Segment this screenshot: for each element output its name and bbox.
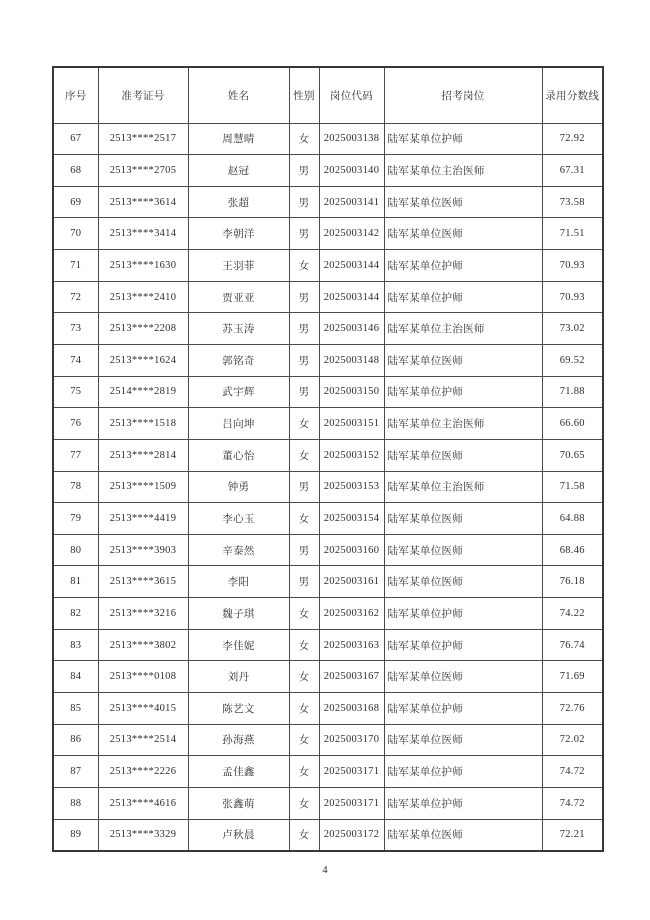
- cell-score-line: 74.72: [542, 787, 603, 819]
- cell-exam-id: 2513****4616: [98, 787, 188, 819]
- cell-position-code: 2025003142: [319, 218, 384, 250]
- cell-name: 钟勇: [188, 471, 289, 503]
- cell-position-code: 2025003151: [319, 408, 384, 440]
- header-cell-position: 招考岗位: [384, 67, 542, 123]
- cell-exam-id: 2513****3903: [98, 534, 188, 566]
- cell-exam-id: 2513****4015: [98, 693, 188, 725]
- cell-gender: 男: [289, 281, 319, 313]
- cell-exam-id: 2513****2814: [98, 439, 188, 471]
- cell-name: 李心玉: [188, 503, 289, 535]
- cell-position-code: 2025003138: [319, 123, 384, 155]
- cell-position-code: 2025003150: [319, 376, 384, 408]
- cell-index: 76: [53, 408, 98, 440]
- cell-exam-id: 2513****2705: [98, 155, 188, 187]
- cell-position: 陆军某单位护师: [384, 598, 542, 630]
- cell-position-code: 2025003171: [319, 787, 384, 819]
- cell-index: 78: [53, 471, 98, 503]
- cell-score-line: 73.02: [542, 313, 603, 345]
- cell-position: 陆军某单位护师: [384, 281, 542, 313]
- cell-score-line: 70.93: [542, 250, 603, 282]
- cell-exam-id: 2513****2410: [98, 281, 188, 313]
- cell-gender: 男: [289, 155, 319, 187]
- table-body: [53, 123, 603, 851]
- cell-score-line: 64.88: [542, 503, 603, 535]
- cell-name: 孙海燕: [188, 724, 289, 756]
- cell-index: 75: [53, 376, 98, 408]
- cell-index: 82: [53, 598, 98, 630]
- cell-position: 陆军某单位医师: [384, 819, 542, 851]
- cell-name: 刘丹: [188, 661, 289, 693]
- cell-gender: 男: [289, 471, 319, 503]
- cell-position: 陆军某单位主治医师: [384, 408, 542, 440]
- cell-gender: 女: [289, 724, 319, 756]
- cell-exam-id: 2513****2514: [98, 724, 188, 756]
- cell-gender: 女: [289, 503, 319, 535]
- cell-position: 陆军某单位护师: [384, 787, 542, 819]
- cell-index: 70: [53, 218, 98, 250]
- cell-position: 陆军某单位医师: [384, 534, 542, 566]
- cell-exam-id: 2514****2819: [98, 376, 188, 408]
- cell-position: 陆军某单位医师: [384, 218, 542, 250]
- cell-score-line: 69.52: [542, 344, 603, 376]
- cell-position: 陆军某单位护师: [384, 123, 542, 155]
- cell-index: 67: [53, 123, 98, 155]
- table-row: [53, 787, 603, 819]
- cell-score-line: 67.31: [542, 155, 603, 187]
- cell-exam-id: 2513****3614: [98, 186, 188, 218]
- cell-name: 孟佳鑫: [188, 756, 289, 788]
- cell-exam-id: 2513****3329: [98, 819, 188, 851]
- cell-gender: 女: [289, 819, 319, 851]
- cell-position-code: 2025003160: [319, 534, 384, 566]
- cell-position-code: 2025003152: [319, 439, 384, 471]
- cell-name: 魏子琪: [188, 598, 289, 630]
- table-row: [53, 250, 603, 282]
- header-cell-name: 姓名: [188, 67, 289, 123]
- cell-position-code: 2025003168: [319, 693, 384, 725]
- header-cell-score-line: 录用分数线: [542, 67, 603, 123]
- cell-gender: 女: [289, 693, 319, 725]
- cell-name: 董心怡: [188, 439, 289, 471]
- cell-position: 陆军某单位护师: [384, 250, 542, 282]
- page-number: 4: [322, 865, 328, 876]
- cell-index: 79: [53, 503, 98, 535]
- cell-gender: 女: [289, 250, 319, 282]
- cell-exam-id: 2513****3615: [98, 566, 188, 598]
- cell-score-line: 72.21: [542, 819, 603, 851]
- cell-name: 李朝洋: [188, 218, 289, 250]
- cell-index: 89: [53, 819, 98, 851]
- cell-exam-id: 2513****0108: [98, 661, 188, 693]
- cell-position: 陆军某单位医师: [384, 344, 542, 376]
- cell-position-code: 2025003172: [319, 819, 384, 851]
- cell-name: 辛泰然: [188, 534, 289, 566]
- cell-position-code: 2025003167: [319, 661, 384, 693]
- table-row: [53, 376, 603, 408]
- cell-gender: 女: [289, 408, 319, 440]
- cell-score-line: 76.18: [542, 566, 603, 598]
- table-row: [53, 724, 603, 756]
- cell-index: 71: [53, 250, 98, 282]
- cell-exam-id: 2513****2208: [98, 313, 188, 345]
- cell-position: 陆军某单位主治医师: [384, 155, 542, 187]
- cell-position: 陆军某单位护师: [384, 376, 542, 408]
- cell-name: 卢秋晨: [188, 819, 289, 851]
- cell-gender: 女: [289, 598, 319, 630]
- cell-index: 68: [53, 155, 98, 187]
- cell-position-code: 2025003140: [319, 155, 384, 187]
- table-row: [53, 819, 603, 851]
- cell-position: 陆军某单位医师: [384, 566, 542, 598]
- cell-position-code: 2025003163: [319, 629, 384, 661]
- table-row: [53, 598, 603, 630]
- cell-gender: 男: [289, 376, 319, 408]
- cell-exam-id: 2513****1518: [98, 408, 188, 440]
- table-row: [53, 218, 603, 250]
- cell-gender: 女: [289, 629, 319, 661]
- cell-name: 李佳妮: [188, 629, 289, 661]
- cell-name: 李阳: [188, 566, 289, 598]
- cell-exam-id: 2513****2517: [98, 123, 188, 155]
- cell-name: 贾亚亚: [188, 281, 289, 313]
- cell-score-line: 76.74: [542, 629, 603, 661]
- cell-gender: 女: [289, 439, 319, 471]
- cell-index: 77: [53, 439, 98, 471]
- cell-position-code: 2025003161: [319, 566, 384, 598]
- cell-score-line: 70.65: [542, 439, 603, 471]
- cell-gender: 女: [289, 787, 319, 819]
- cell-score-line: 72.76: [542, 693, 603, 725]
- cell-score-line: 71.51: [542, 218, 603, 250]
- header-row: [53, 67, 603, 123]
- cell-score-line: 68.46: [542, 534, 603, 566]
- cell-score-line: 72.02: [542, 724, 603, 756]
- cell-position: 陆军某单位医师: [384, 439, 542, 471]
- table-row: [53, 123, 603, 155]
- cell-gender: 女: [289, 123, 319, 155]
- cell-exam-id: 2513****4419: [98, 503, 188, 535]
- header-cell-gender: 性别: [289, 67, 319, 123]
- table-row: [53, 566, 603, 598]
- cell-index: 81: [53, 566, 98, 598]
- cell-score-line: 71.58: [542, 471, 603, 503]
- table-row: [53, 471, 603, 503]
- cell-position-code: 2025003162: [319, 598, 384, 630]
- cell-score-line: 73.58: [542, 186, 603, 218]
- cell-position-code: 2025003171: [319, 756, 384, 788]
- cell-index: 83: [53, 629, 98, 661]
- cell-score-line: 66.60: [542, 408, 603, 440]
- cell-exam-id: 2513****3414: [98, 218, 188, 250]
- cell-index: 80: [53, 534, 98, 566]
- cell-position: 陆军某单位医师: [384, 186, 542, 218]
- cell-gender: 男: [289, 534, 319, 566]
- cell-exam-id: 2513****1509: [98, 471, 188, 503]
- cell-position-code: 2025003144: [319, 281, 384, 313]
- cell-exam-id: 2513****2226: [98, 756, 188, 788]
- header-cell-position-code: 岗位代码: [319, 67, 384, 123]
- cell-gender: 男: [289, 218, 319, 250]
- header-cell-index: 序号: [53, 67, 98, 123]
- cell-position-code: 2025003144: [319, 250, 384, 282]
- cell-score-line: 70.93: [542, 281, 603, 313]
- table-row: [53, 186, 603, 218]
- cell-position: 陆军某单位主治医师: [384, 313, 542, 345]
- cell-position: 陆军某单位护师: [384, 693, 542, 725]
- cell-name: 赵冠: [188, 155, 289, 187]
- cell-name: 张超: [188, 186, 289, 218]
- table-row: [53, 313, 603, 345]
- cell-position-code: 2025003170: [319, 724, 384, 756]
- cell-name: 陈艺文: [188, 693, 289, 725]
- cell-position-code: 2025003154: [319, 503, 384, 535]
- cell-index: 69: [53, 186, 98, 218]
- cell-index: 85: [53, 693, 98, 725]
- table-row: [53, 439, 603, 471]
- table-row: [53, 155, 603, 187]
- cell-index: 88: [53, 787, 98, 819]
- cell-score-line: 71.69: [542, 661, 603, 693]
- cell-index: 86: [53, 724, 98, 756]
- cell-gender: 男: [289, 566, 319, 598]
- cell-name: 张鑫萌: [188, 787, 289, 819]
- cell-position-code: 2025003153: [319, 471, 384, 503]
- cell-index: 87: [53, 756, 98, 788]
- cell-exam-id: 2513****1630: [98, 250, 188, 282]
- table-row: [53, 629, 603, 661]
- cell-score-line: 74.72: [542, 756, 603, 788]
- cell-name: 王羽菲: [188, 250, 289, 282]
- table-row: [53, 503, 603, 535]
- cell-exam-id: 2513****1624: [98, 344, 188, 376]
- table-row: [53, 281, 603, 313]
- cell-index: 84: [53, 661, 98, 693]
- cell-name: 郭铭奇: [188, 344, 289, 376]
- cell-gender: 男: [289, 344, 319, 376]
- cell-score-line: 71.88: [542, 376, 603, 408]
- cell-index: 74: [53, 344, 98, 376]
- cell-position-code: 2025003148: [319, 344, 384, 376]
- cell-gender: 女: [289, 756, 319, 788]
- cell-exam-id: 2513****3216: [98, 598, 188, 630]
- header-cell-exam-id: 准考证号: [98, 67, 188, 123]
- table-row: [53, 408, 603, 440]
- cell-exam-id: 2513****3802: [98, 629, 188, 661]
- cell-position: 陆军某单位护师: [384, 629, 542, 661]
- table-row: [53, 693, 603, 725]
- table-row: [53, 661, 603, 693]
- cell-score-line: 72.92: [542, 123, 603, 155]
- cell-index: 72: [53, 281, 98, 313]
- cell-name: 周慧晴: [188, 123, 289, 155]
- table-row: [53, 344, 603, 376]
- cell-score-line: 74.22: [542, 598, 603, 630]
- cell-position: 陆军某单位主治医师: [384, 471, 542, 503]
- cell-position: 陆军某单位医师: [384, 503, 542, 535]
- score-table: [52, 66, 604, 852]
- cell-position: 陆军某单位医师: [384, 661, 542, 693]
- cell-position: 陆军某单位护师: [384, 756, 542, 788]
- cell-position: 陆军某单位医师: [384, 724, 542, 756]
- cell-position-code: 2025003141: [319, 186, 384, 218]
- table-row: [53, 756, 603, 788]
- table-row: [53, 534, 603, 566]
- cell-gender: 女: [289, 661, 319, 693]
- cell-index: 73: [53, 313, 98, 345]
- cell-gender: 男: [289, 313, 319, 345]
- cell-position-code: 2025003146: [319, 313, 384, 345]
- cell-name: 吕向坤: [188, 408, 289, 440]
- cell-name: 苏玉涛: [188, 313, 289, 345]
- cell-name: 武宇辉: [188, 376, 289, 408]
- cell-gender: 男: [289, 186, 319, 218]
